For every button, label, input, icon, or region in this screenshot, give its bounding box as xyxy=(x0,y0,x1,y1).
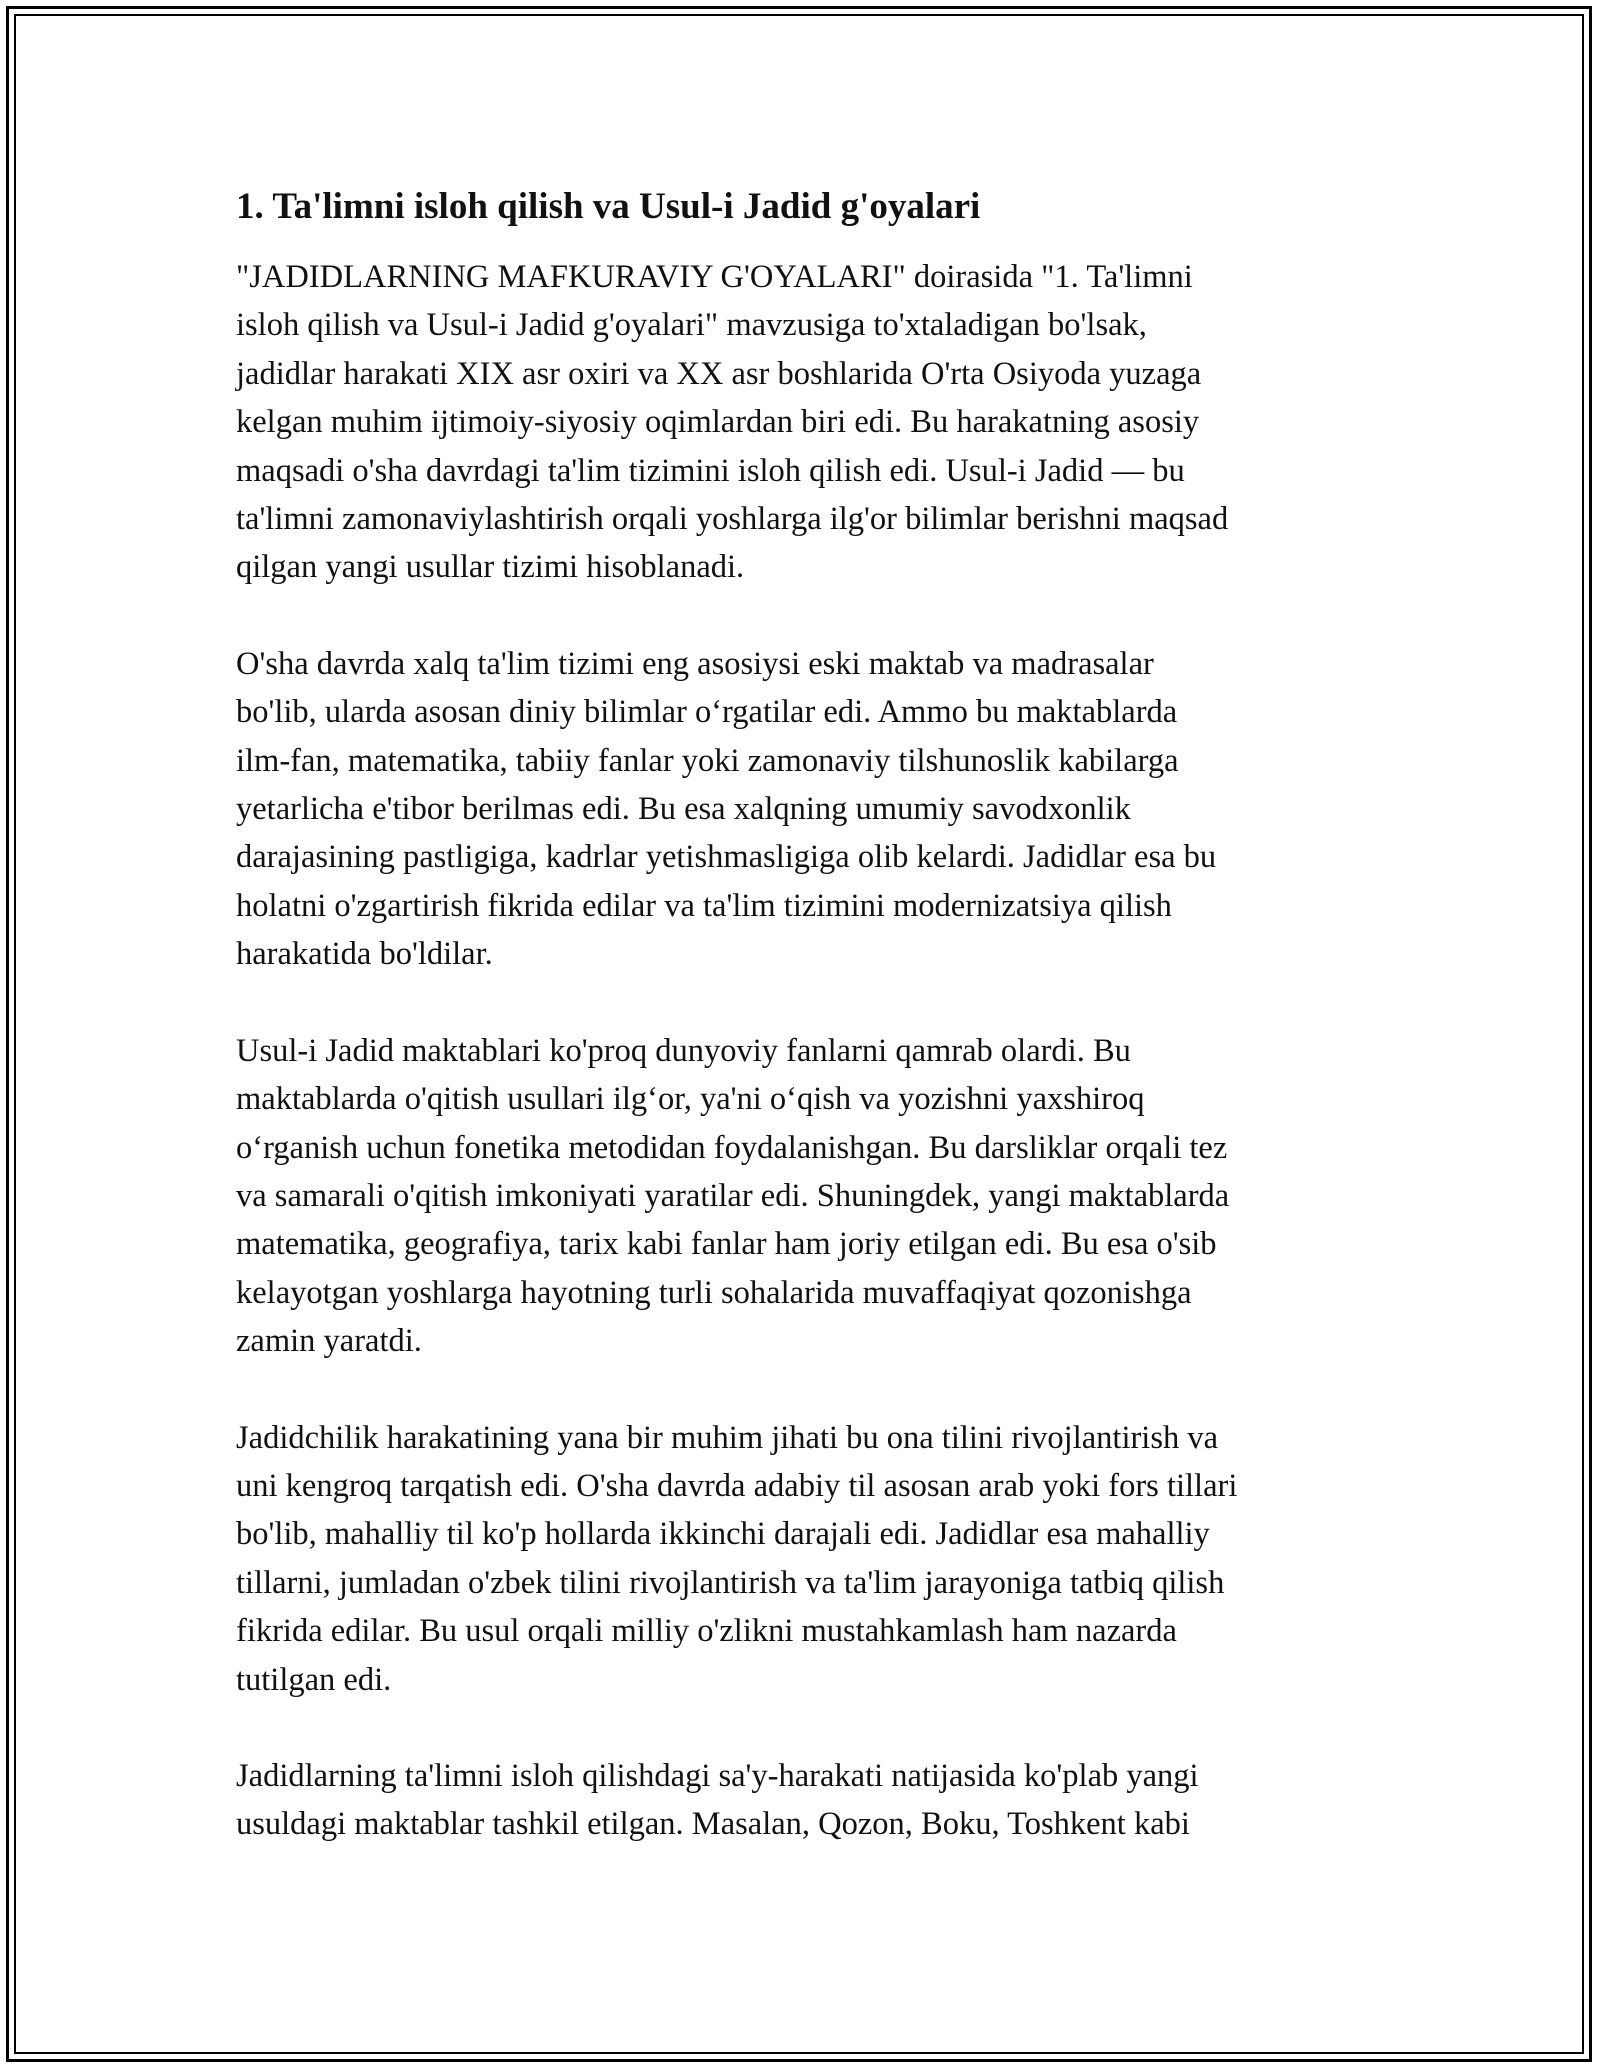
text-line: "JADIDLARNING MAFKURAVIY G'OYALARI" doirasida "1. Ta'limni xyxy=(236,259,1193,295)
text-line: kelayotgan yoshlarga hayotning turli sohalarida muvaffaqiyat qozonishga xyxy=(236,1274,1192,1311)
text-line: isloh qilish va Usul-i Jadid g'oyalari" mavzusiga to'xtaladigan bo'lsak, xyxy=(236,307,1147,344)
text-line: o‘rganish uchun fonetika metodidan foydalanishgan. Bu darsliklar orqali tez xyxy=(236,1129,1228,1166)
text-line: darajasining pastligiga, kadrlar yetishmasligiga olib kelardi. Jadidlar esa bu xyxy=(236,839,1217,876)
text-line: holatni o'zgartirish fikrida edilar va ta'lim tizimini modernizatsiya qilish xyxy=(236,887,1172,924)
paragraph xyxy=(236,253,1376,592)
text-line: Jadidlarning ta'limni isloh qilishdagi sa'y-harakati natijasida ko'plab yangi xyxy=(236,1757,1199,1794)
text-line: yetarlicha e'tibor berilmas edi. Bu esa xalqning umumiy savodxonlik xyxy=(236,791,1131,828)
text-line: tutilgan edi. xyxy=(236,1661,392,1698)
text-line: matematika, geografiya, tarix kabi fanlar ham joriy etilgan edi. Bu esa o'sib xyxy=(236,1226,1217,1263)
paragraph xyxy=(236,1752,1376,1849)
text-line: bo'lib, ularda asosan diniy bilimlar o‘rgatilar edi. Ammo bu maktablarda xyxy=(236,694,1178,731)
text-line: ta'limni zamonaviylashtirish orqali yoshlarga ilg'or bilimlar berishni maqsad xyxy=(236,501,1229,538)
text-line: Usul-i Jadid maktablari ko'proq dunyoviy fanlarni qamrab olardi. Bu xyxy=(236,1032,1131,1069)
text-line: bo'lib, mahalliy til ko'p hollarda ikkinchi darajali edi. Jadidlar esa mahalliy xyxy=(236,1516,1210,1553)
text-line: O'sha davrda xalq ta'lim tizimi eng asosiysi eski maktab va madrasalar xyxy=(236,645,1154,682)
section-heading: 1. Ta'limni isloh qilish va Usul-i Jadid g'oyalari xyxy=(236,186,981,227)
paragraph xyxy=(236,1414,1376,1704)
text-line: maktablarda o'qitish usullari ilg‘or, ya'ni o‘qish va yozishni yaxshiroq xyxy=(236,1081,1145,1118)
paragraph xyxy=(236,640,1376,979)
paragraph xyxy=(236,1027,1376,1366)
text-line: maqsadi o'sha davrdagi ta'lim tizimini isloh qilish edi. Usul-i Jadid — bu xyxy=(236,452,1185,489)
document-body xyxy=(236,183,1376,1849)
text-line: ilm-fan, matematika, tabiiy fanlar yoki zamonaviy tilshunoslik kabilarga xyxy=(236,742,1179,779)
text-line: va samarali o'qitish imkoniyati yaratilar edi. Shuningdek, yangi maktablarda xyxy=(236,1177,1230,1214)
text-line: harakatida bo'ldilar. xyxy=(236,936,493,973)
text-line: fikrida edilar. Bu usul orqali milliy o'zlikni mustahkamlash ham nazarda xyxy=(236,1613,1177,1650)
text-line: zamin yaratdi. xyxy=(236,1323,422,1360)
text-line: jadidlar harakati XIX asr oxiri va XX asr boshlarida O'rta Osiyoda yuzaga xyxy=(236,355,1202,392)
text-line: usuldagi maktablar tashkil etilgan. Masalan, Qozon, Boku, Toshkent kabi xyxy=(236,1806,1190,1843)
text-line: uni kengroq tarqatish edi. O'sha davrda adabiy til asosan arab yoki fors tillari xyxy=(236,1467,1238,1504)
text-line: kelgan muhim ijtimoiy-siyosiy oqimlardan biri edi. Bu harakatning asosiy xyxy=(236,404,1200,441)
text-line: tillarni, jumladan o'zbek tilini rivojlantirish va ta'lim jarayoniga tatbiq qilish xyxy=(236,1564,1225,1601)
text-line: qilgan yangi usullar tizimi hisoblanadi. xyxy=(236,549,745,586)
text-line: Jadidchilik harakatining yana bir muhim jihati bu ona tilini rivojlantirish va xyxy=(236,1419,1219,1456)
